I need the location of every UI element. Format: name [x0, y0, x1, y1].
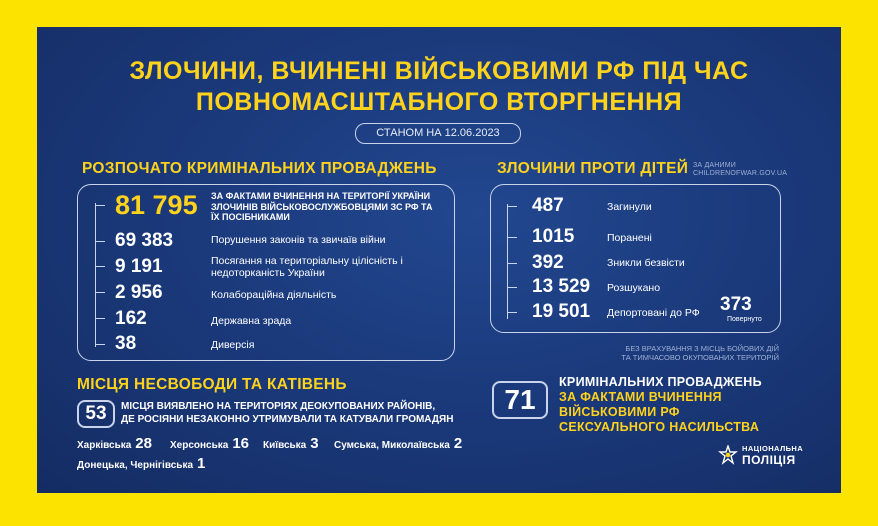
children-label-found: Розшукано — [607, 282, 661, 294]
children-value-missing: 392 — [532, 252, 564, 273]
children-note-2: ТА ТИМЧАСОВО ОКУПОВАНИХ ТЕРИТОРІЙ — [621, 353, 779, 362]
logo-line-1: НАЦІОНАЛЬНА — [742, 444, 804, 453]
criminal-label-war-laws: Порушення законів та звичаїв війни — [211, 234, 386, 246]
children-returned-label: Повернуто — [727, 316, 762, 323]
criminal-value-integrity: 9 191 — [115, 256, 163, 277]
region-sumy-mykolaiv: Сумська, Миколаївська 2 — [334, 435, 463, 452]
criminal-label-integrity: Посягання на територіальну цілісність і недоторканість України — [211, 255, 403, 279]
children-label-deported: Депортовані до РФ — [607, 307, 700, 319]
detention-heading: МІСЦЯ НЕСВОБОДИ ТА КАТІВЕНЬ — [77, 376, 347, 393]
children-value-injured: 1015 — [532, 226, 575, 247]
criminal-label-collaboration: Колабораційна діяльність — [211, 289, 337, 301]
sexual-count: 71 — [492, 381, 548, 419]
criminal-value-war-laws: 69 383 — [115, 230, 174, 251]
sexual-line-1: КРИМІНАЛЬНИХ ПРОВАДЖЕНЬ — [559, 375, 762, 389]
children-bracket — [507, 204, 508, 319]
detention-count: 53 — [77, 400, 115, 428]
criminal-total-value: 81 795 — [115, 190, 198, 220]
children-source-2: CHILDRENOFWAR.GOV.UA — [693, 170, 788, 177]
detention-text-1: МІСЦЯ ВИЯВЛЕНО НА ТЕРИТОРІЯХ ДЕОКУПОВАНИХ РАЙОНІВ, — [121, 401, 436, 412]
children-value-found: 13 529 — [532, 276, 591, 297]
children-value-killed: 487 — [532, 195, 564, 216]
children-value-deported: 19 501 — [532, 301, 591, 322]
children-label-missing: Зникли безвісти — [607, 257, 685, 269]
criminal-value-collaboration: 2 956 — [115, 282, 163, 303]
criminal-bracket — [95, 203, 96, 347]
children-source-1: ЗА ДАНИМИ — [693, 162, 737, 169]
children-note-1: БЕЗ ВРАХУВАННЯ З МІСЦЬ БОЙОВИХ ДІЙ — [625, 344, 779, 353]
sexual-line-3: ВІЙСЬКОВИМИ РФ — [559, 405, 680, 419]
children-returned-value: 373 — [720, 294, 752, 315]
sexual-line-4: СЕКСУАЛЬНОГО НАСИЛЬСТВА — [559, 420, 760, 434]
police-emblem-icon — [718, 445, 738, 465]
date-badge: СТАНОМ НА 12.06.2023 — [355, 123, 521, 144]
criminal-value-sabotage: 38 — [115, 333, 137, 354]
title-line-1: ЗЛОЧИНИ, ВЧИНЕНІ ВІЙСЬКОВИМИ РФ ПІД ЧАС — [129, 57, 749, 85]
infographic-panel — [37, 27, 841, 493]
criminal-label-treason: Державна зрада — [211, 315, 292, 327]
sexual-line-2: ЗА ФАКТАМИ ВЧИНЕННЯ — [559, 390, 722, 404]
title-line-2: ПОВНОМАСШТАБНОГО ВТОРГНЕННЯ — [195, 88, 683, 116]
children-label-injured: Поранені — [607, 232, 652, 244]
criminal-heading: РОЗПОЧАТО КРИМІНАЛЬНИХ ПРОВАДЖЕНЬ — [82, 160, 437, 177]
criminal-value-treason: 162 — [115, 308, 147, 329]
region-kyiv: Київська 3 — [263, 435, 319, 452]
criminal-label-sabotage: Диверсія — [211, 339, 255, 351]
detention-text-2: ДЕ РОСІЯНИ НЕЗАКОННО УТРИМУВАЛИ ТА КАТУВАЛИ ГРОМАДЯН — [121, 414, 454, 425]
logo-line-2: ПОЛІЦІЯ — [742, 453, 796, 467]
criminal-total-label: ЗА ФАКТАМИ ВЧИНЕННЯ НА ТЕРИТОРІЇ УКРАЇНИ ЗЛОЧИНІВ ВІЙСЬКОВОСЛУЖБОВЦЯМИ ЗС РФ ТА ЇХ ПОСІБНИКАМИ — [211, 191, 433, 222]
region-kherson: Херсонська 16 — [170, 435, 250, 452]
region-donetsk-chernihiv: Донецька, Чернігівська 1 — [77, 455, 206, 472]
children-label-killed: Загинули — [607, 201, 652, 213]
region-kharkiv: Харківська 28 — [77, 435, 152, 452]
children-heading: ЗЛОЧИНИ ПРОТИ ДІТЕЙ — [497, 160, 689, 177]
